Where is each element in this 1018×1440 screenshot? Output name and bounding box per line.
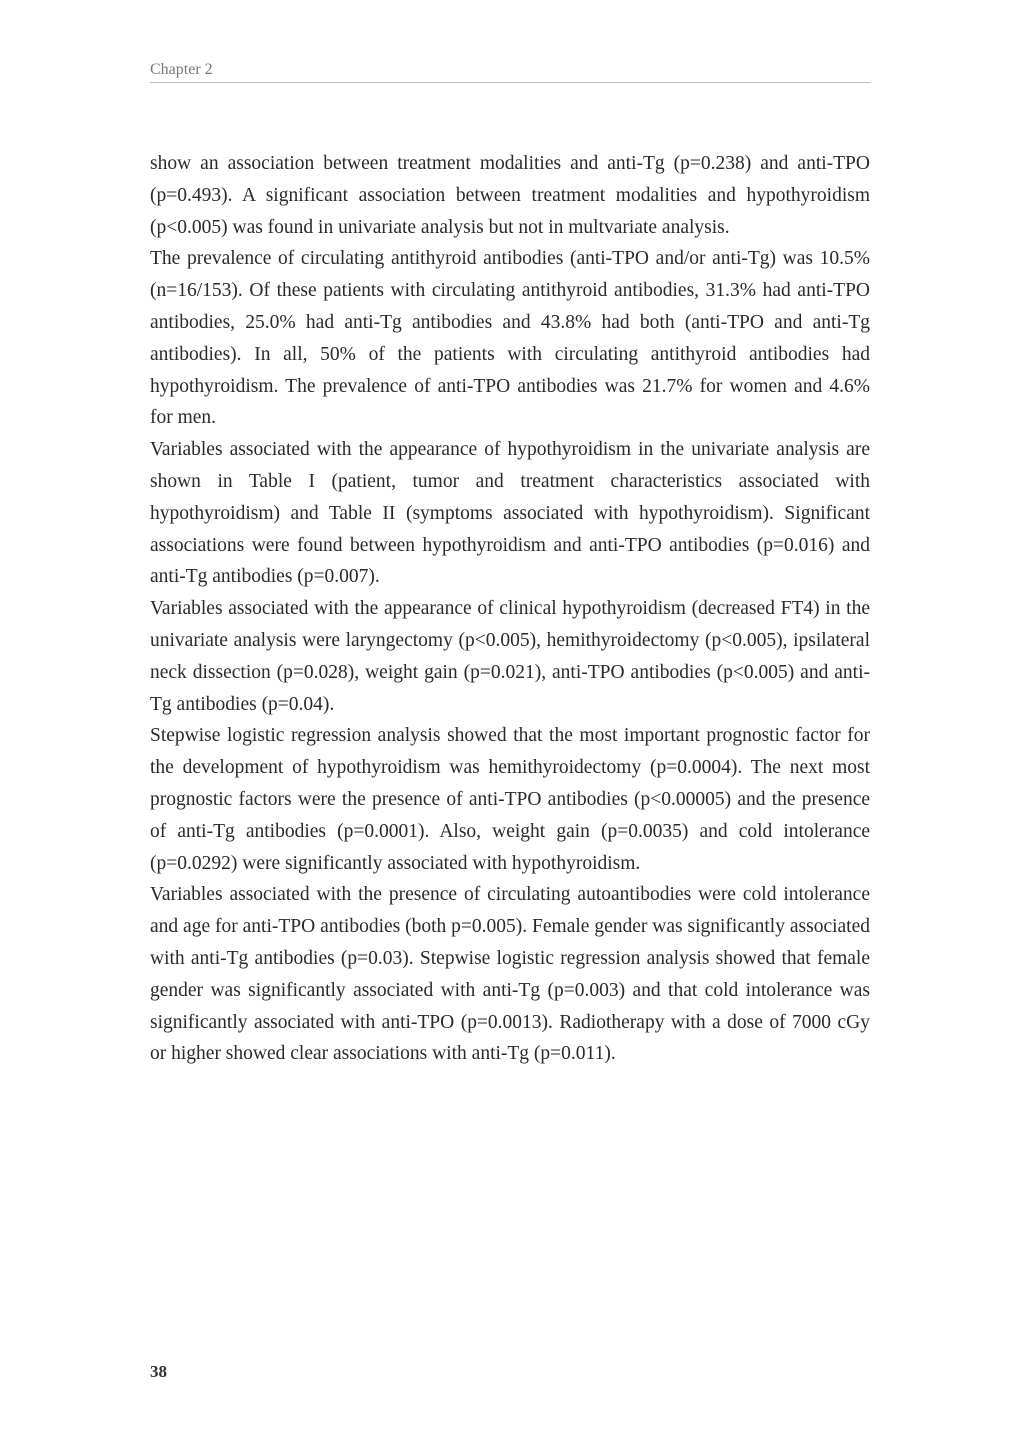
page-number: 38 — [150, 1362, 167, 1381]
paragraph: show an association between treatment modalities and anti-Tg (p=0.238) and anti-TPO (p=0.493). A significant association between treatment modalities and hypothyroidism (p<0.005) was found in univariate analysis but not in multvariate analysis. — [150, 153, 870, 238]
paragraph: Variables associated with the presence of circulating autoantibodies were cold intolerance and age for anti-TPO antibodies (both p=0.005). Female gender was significantly associated with anti-Tg antibodies (p=0.03). Stepwise logistic regression analysis showed that female gender was significantly associated with anti-Tg (p=0.003) and that cold intolerance was significantly associated with anti-TPO (p=0.0013). Radiotherapy with a dose of 7000 cGy or higher showed clear associations with anti-Tg (p=0.011). — [150, 884, 870, 1065]
chapter-label: Chapter 2 — [150, 61, 213, 78]
paragraph: The prevalence of circulating antithyroid antibodies (anti-TPO and/or anti-Tg) was 10.5% (n=16/153). Of these patients with circulating antithyroid antibodies, 31.3% had anti-TPO antibodies, 25.0% had anti-Tg antibodies and 43.8% had both (anti-TPO and anti-Tg antibodies). In all, 50% of the patients with circulating antithyroid antibodies had hypothyroidism. The prevalence of anti-TPO antibodies was 21.7% for women and 4.6% for men. — [150, 248, 870, 429]
paragraph: Stepwise logistic regression analysis showed that the most important prognostic factor for the development of hypothyroidism was hemithyroidectomy (p=0.0004). The next most prognostic factors were the presence of anti-TPO antibodies (p<0.00005) and the presence of anti-Tg antibodies (p=0.0001). Also, weight gain (p=0.0035) and cold intolerance (p=0.0292) were significantly associated with hypothyroidism. — [150, 725, 870, 874]
running-header — [150, 60, 870, 83]
paragraph: Variables associated with the appearance of hypothyroidism in the univariate analysis are shown in Table I (patient, tumor and treatment characteristics associated with hypothyroidism) and Table II (symptoms associated with hypothyroidism). Significant associations were found between hypothyroidism and anti-TPO antibodies (p=0.016) and anti-Tg antibodies (p=0.007). — [150, 439, 870, 588]
paragraph: Variables associated with the appearance of clinical hypothyroidism (decreased FT4) in the univariate analysis were laryngectomy (p<0.005), hemithyroidectomy (p<0.005), ipsilateral neck dissection (p=0.028), weight gain (p=0.021), anti-TPO antibodies (p<0.005) and anti-Tg antibodies (p=0.04). — [150, 598, 870, 715]
body-text — [150, 148, 870, 1070]
